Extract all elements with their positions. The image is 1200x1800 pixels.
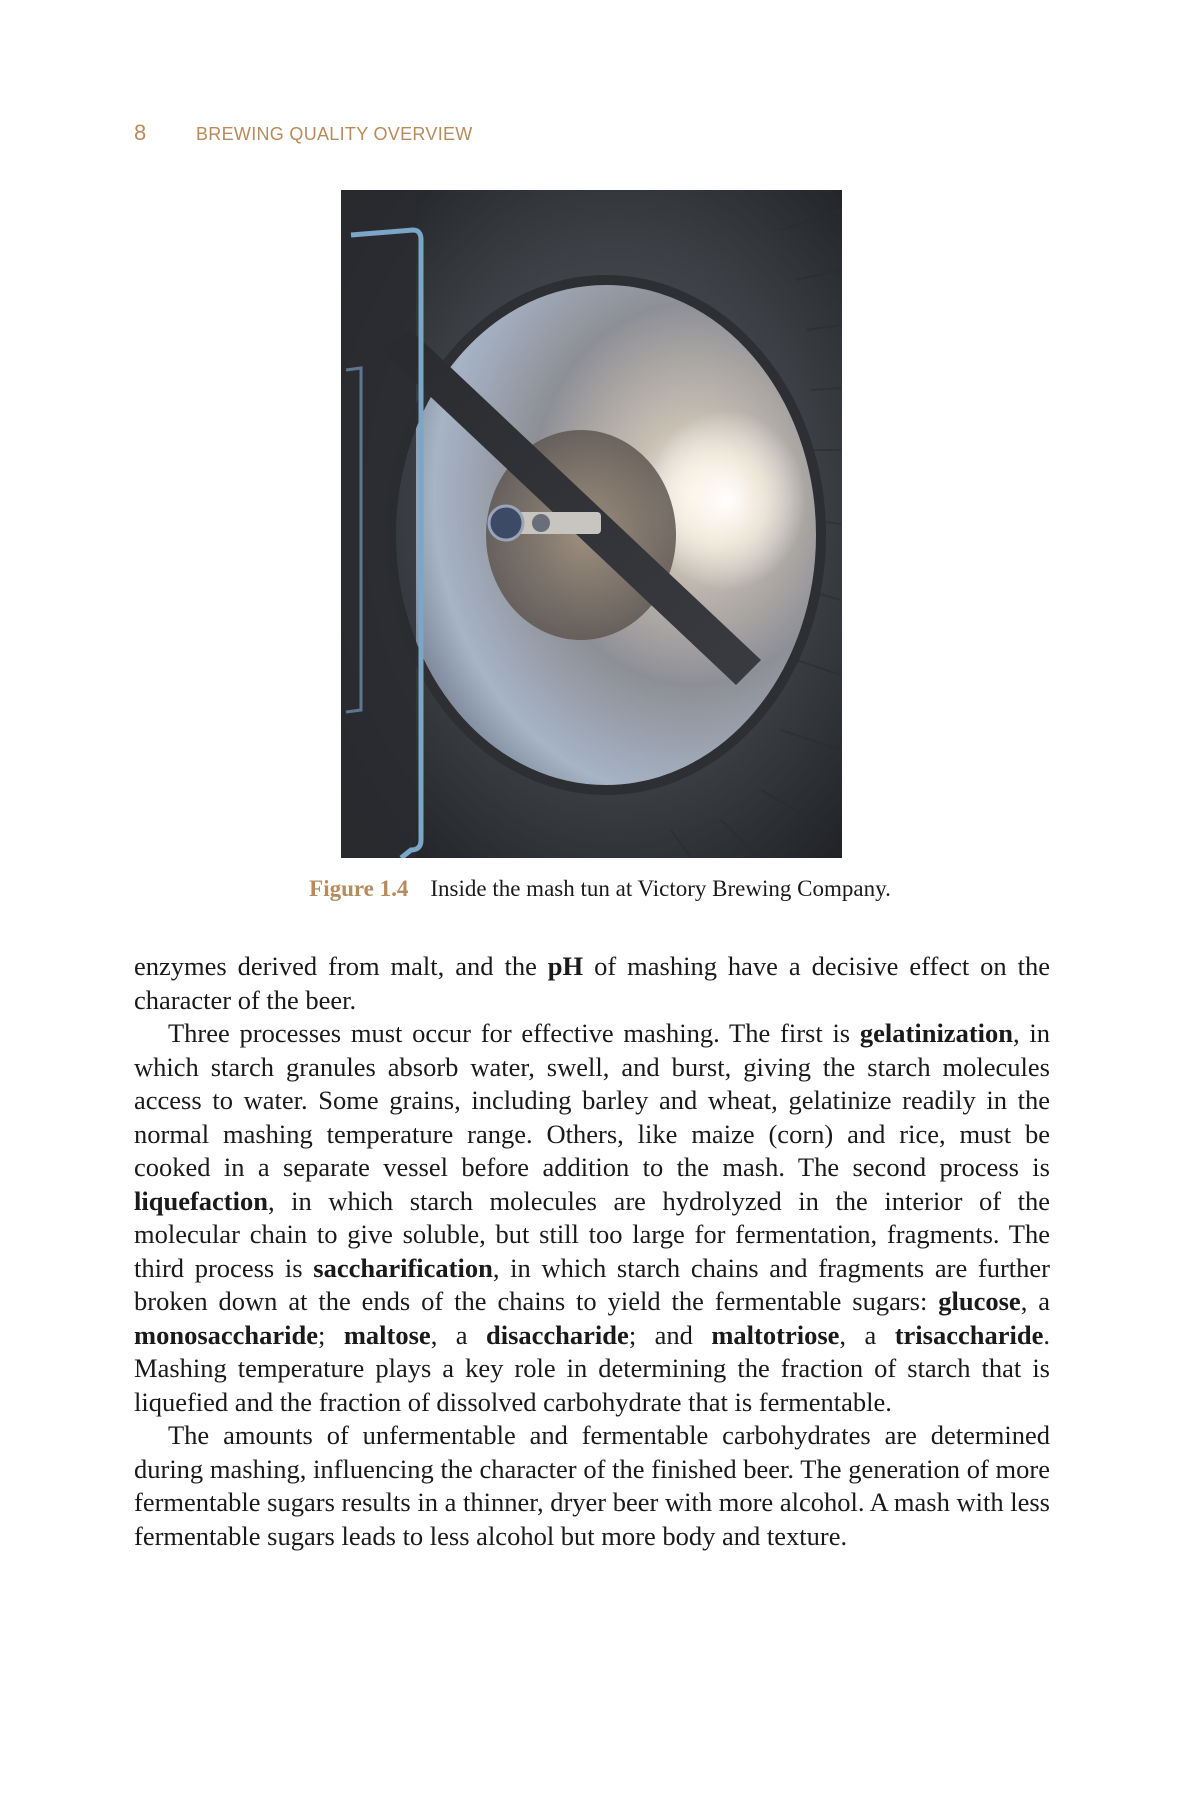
- paragraph-p1: [134, 950, 1050, 1017]
- text-run: , in which starch granules absorb water, swell, and burst, giving the starch molecules access to water. Some grains, including barley and wheat, gelatinize readily in the normal mashing temperature range. Others, like maize (corn) and rice, must be cooked in a separate vessel before addition to the mash. The second process is: [134, 1018, 1050, 1182]
- bold-term: saccharification: [313, 1252, 493, 1283]
- bold-term: maltose: [343, 1319, 431, 1350]
- text-run: enzymes derived from malt, and the: [134, 951, 548, 981]
- bold-term: gelatinization: [859, 1018, 1013, 1048]
- text-run: , a: [430, 1319, 486, 1350]
- mash-tun-photo: [341, 190, 842, 858]
- bold-term: glucose: [938, 1286, 1021, 1316]
- text-run: , in which starch chains and fragments are further broken down at the ends of the chains to yield the fermentable sugars:: [134, 1252, 1050, 1316]
- bold-term: liquefaction: [134, 1185, 268, 1216]
- running-head: [134, 120, 473, 146]
- bold-term: pH: [547, 951, 584, 981]
- paragraph-p3: [134, 1419, 1050, 1553]
- text-run: The amounts of unfermentable and fermentable carbohydrates are determined during mashing, influencing the character of the finished beer. The generation of more fermentable sugars results in a thinner, dryer beer with more alcohol. A mash with less fermentable sugars leads to less alcohol but more body and texture.: [134, 1420, 1050, 1551]
- text-run: , in which starch molecules are hydrolyzed in the interior of the molecular chain to give soluble, but still too large for fermentation, fragments. The third process is: [134, 1185, 1050, 1283]
- text-run: ; and: [628, 1319, 712, 1350]
- bold-term: disaccharide: [486, 1319, 629, 1350]
- figure-caption: [0, 876, 1200, 902]
- page-number: 8: [134, 120, 147, 145]
- figure-caption-text: Inside the mash tun at Victory Brewing Company.: [430, 876, 891, 901]
- paragraph-p2: [134, 1017, 1050, 1419]
- text-run: Three processes must occur for effective mashing. The first is: [168, 1018, 860, 1048]
- figure-label: Figure 1.4: [309, 876, 409, 901]
- bold-term: maltotriose: [711, 1319, 840, 1350]
- text-run: of mashing have a decisive effect on the character of the beer.: [134, 951, 1050, 1015]
- body-text: [134, 950, 1050, 1553]
- bold-term: monosaccharide: [134, 1319, 319, 1350]
- bold-term: trisaccharide: [894, 1319, 1044, 1350]
- running-head-title: BREWING QUALITY OVERVIEW: [196, 124, 473, 144]
- text-run: ;: [318, 1319, 344, 1350]
- text-run: , a: [839, 1319, 895, 1350]
- text-run: , a: [1020, 1286, 1050, 1316]
- text-run: . Mashing temperature plays a key role in determining the fraction of starch that is liquefied and the fraction of dissolved carbohydrate that is fermentable.: [134, 1319, 1050, 1417]
